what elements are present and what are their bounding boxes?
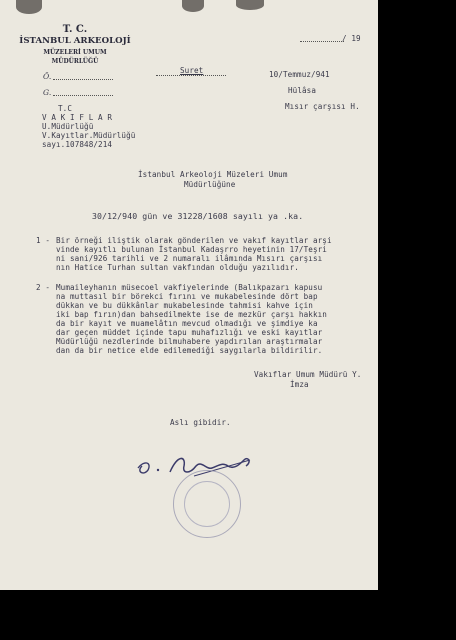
paper-stain (182, 0, 204, 12)
document-date: 10/Temmuz/941 (269, 70, 330, 79)
letterhead-tc: T. C. (62, 24, 88, 35)
official-stamp-seal (173, 470, 241, 538)
paragraph-line: dan da bir netice elde edilemediği saygılarla bildirilir. (56, 346, 323, 355)
sender-sayi: sayı.107848/214 (42, 140, 113, 149)
recipient-line1: İstanbul Arkeoloji Müzeleri Umum (138, 170, 288, 179)
paragraph-line: dar geçen müddet içinde tapu muhafızlığı ve eski kayıtlar (56, 328, 323, 337)
number-dotted-line (300, 41, 344, 42)
o-dotted-line (53, 79, 113, 80)
paragraph-1 (56, 236, 332, 272)
document-number: / 19 (342, 34, 361, 43)
signature-title: Vakıflar Umum Müdürü Y. (254, 370, 362, 379)
hulasa-label: Hülâsa (288, 86, 317, 95)
asli-gibidir: Aslı gibidir. (170, 418, 231, 427)
suret-label: Suret (180, 66, 204, 75)
paragraph-1-number: 1 - (36, 236, 51, 245)
paper-stain (236, 0, 264, 10)
paragraph-line: iki bap fırın)dan bahsedilmekte ise de mezkür çarşı hakkın (56, 310, 327, 319)
signature-imza: İmza (290, 380, 309, 389)
paragraph-line: ni sani/926 tarihli ve 2 numaralı ilâmında Mısırı çarşısı (56, 254, 323, 263)
paragraph-line: da bir kayıt ve muamelâtın mevcud olmadığı ve şimdiye ka (56, 319, 318, 328)
sender-kayitlar: V.Kayıtlar.Müdürlüğü (42, 131, 136, 140)
suret-dotted-line (156, 75, 226, 76)
paragraph-line: vinde kayıtlı bulunan İstanbul Kadaşrro heyetinin 17/Teşri (56, 245, 327, 254)
official-stamp-inner-ring (184, 481, 230, 527)
paragraph-line: Bir örneği iliştik olarak gönderilen ve vakıf kayıtlar arşi (56, 236, 332, 245)
subject: Mısır çarşısı H. (285, 102, 360, 111)
paragraph-line: na muttasıl bir börekci fırını ve mukabelesinde dört bap (56, 292, 318, 301)
paragraph-line: nın Hatice Turhan sultan vakfından olduğu yazılıdır. (56, 263, 299, 272)
letterhead-line2: MÜZELERİ UMUM (43, 49, 107, 56)
sender-tc: T.C (58, 104, 73, 113)
paragraph-line: Mumaileyhanın müsecoel vakfiyelerinde (Balıkpazarı kapusu (56, 283, 323, 292)
g-label: G. (43, 88, 52, 97)
letterhead-org: İSTANBUL ARKEOLOJİ (19, 36, 131, 46)
sender-vakiflar: V A K I F L A R (42, 113, 113, 122)
recipient-line2: Müdürlüğüne (184, 180, 236, 189)
paragraph-line: dükkan ve bu dükkânlar mukabelesinde tahmisi kahve için (56, 301, 313, 310)
reference-line: 30/12/940 gün ve 31228/1608 sayılı ya .ka. (92, 211, 304, 221)
letterhead-line3: MÜDÜRLÜĞÜ (51, 58, 99, 65)
paragraph-2 (56, 283, 327, 355)
sender-umumdurlugu: U.Müdürlüğü (42, 122, 94, 131)
g-dotted-line (53, 95, 113, 96)
paragraph-line: Müdürlüğü nezdlerinde bilmuhabere yapdırılan araştırmalar (56, 337, 323, 346)
paragraph-2-number: 2 - (36, 283, 51, 292)
paper-stain (16, 0, 42, 14)
o-label: Ö. (43, 72, 52, 81)
